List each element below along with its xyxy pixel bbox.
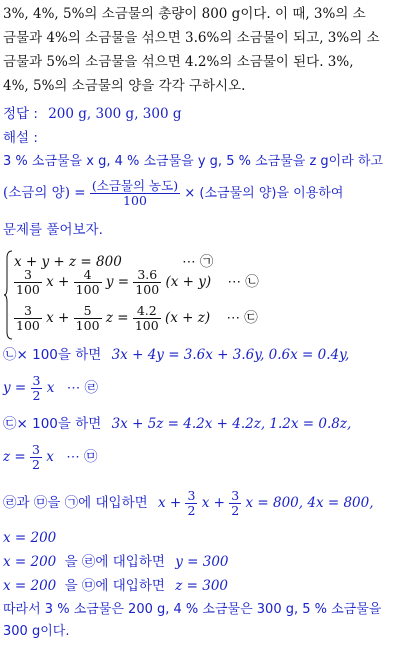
- eq2-frac2-num: 4: [74, 268, 102, 283]
- step-2-result: [3, 440, 397, 474]
- step-3-f2-num: 3: [231, 488, 240, 503]
- answer-label: 정답 :: [3, 106, 38, 122]
- step-1-res-den: 2: [32, 388, 41, 403]
- equation-2-tag: ⋯ ㉡: [227, 274, 259, 290]
- step-3-f1-den: 2: [187, 503, 196, 518]
- equation-1-tag: ⋯ ㉠: [182, 254, 214, 270]
- step-2-tag: ⋯ ㉤: [66, 449, 98, 465]
- eq3-frac1-num: 3: [14, 304, 42, 319]
- explanation-label: 해설 :: [3, 130, 38, 146]
- eq3-tail: (x + z): [165, 310, 211, 326]
- step-2-res-pre: z =: [3, 449, 26, 465]
- equation-3: [14, 304, 258, 333]
- eq2-frac3-den: 100: [135, 282, 160, 297]
- step-3-line: [3, 486, 397, 520]
- conclusion-line-1: 따라서 3 % 소금물은 200 g, 4 % 소금물은 300 g, 5 % 소금물을: [3, 602, 382, 617]
- eq2-frac1-den: 100: [16, 282, 40, 297]
- eq2-frac3-num: 3.6: [133, 268, 161, 283]
- formula-end: 문제를 풀어보자.: [3, 222, 103, 238]
- step-3-text: ㉣과 ㉤을 ㉠에 대입하면: [3, 495, 148, 511]
- substitution-1: [3, 552, 397, 572]
- step-3-post: x = 800, 4x = 800,: [245, 495, 374, 511]
- equation-3-tag: ⋯ ㉢: [226, 310, 258, 326]
- step-1-res-pre: y =: [3, 380, 27, 396]
- step-1-tag: ⋯ ㉣: [66, 380, 98, 396]
- result-x: [3, 528, 397, 548]
- step-3-f2-den: 2: [231, 503, 240, 518]
- eq2-frac1-num: 3: [14, 268, 42, 283]
- problem-line-4: 4%, 5%의 소금물의 양을 각각 구하시오.: [3, 78, 246, 94]
- problem-line-1: 3%, 4%, 5%의 소금물의 총량이 800 g이다. 이 때, 3%의 소: [3, 6, 366, 22]
- conclusion-line-2: 300 g이다.: [3, 624, 70, 639]
- eq3-mid: x +: [46, 310, 70, 326]
- equation-1: [14, 250, 213, 270]
- step-2-res-post: x: [46, 449, 54, 465]
- eq3-frac1-den: 100: [16, 318, 40, 333]
- answer-line: [3, 104, 397, 124]
- formula-fraction: [90, 179, 180, 208]
- eq3-frac2-num: 5: [74, 304, 102, 319]
- equation-1-body: x + y + z = 800: [14, 254, 122, 270]
- formula-denominator: 100: [123, 193, 147, 208]
- formula-line: [3, 176, 397, 211]
- eq2-mid: x +: [46, 274, 70, 290]
- eq2-eq: y =: [105, 274, 130, 290]
- problem-line-3: 금물과 5%의 소금물을 섞으면 4.2%의 소금물이 된다. 3%,: [3, 54, 354, 70]
- substitution-2: [3, 576, 397, 596]
- sub-1-math: x = 200: [3, 554, 57, 570]
- formula-right: × (소금물의 양)을 이용하여: [184, 186, 344, 201]
- step-1-line: [3, 345, 397, 365]
- step-1-res-post: x: [46, 380, 55, 396]
- step-3-mid: x +: [201, 495, 225, 511]
- system-brace-icon: [3, 250, 13, 340]
- problem-line-2: 금물과 4%의 소금물을 섞으면 3.6%의 소금물이 되고, 3%의 소: [3, 30, 380, 46]
- equation-2: [14, 268, 259, 297]
- step-2-line: [3, 414, 397, 434]
- answer-value: 200 g, 300 g, 300 g: [48, 106, 182, 122]
- step-2-res-den: 2: [32, 457, 40, 472]
- step-1-result: [3, 371, 397, 405]
- eq3-eq: z =: [105, 310, 129, 326]
- step-2-res-num: 3: [32, 442, 40, 457]
- sub-2-math: x = 200: [3, 578, 57, 594]
- step-3-f1-num: 3: [187, 488, 196, 503]
- sub-1-text: 을 ㉣에 대입하면: [64, 554, 165, 570]
- step-1-text: ㉡× 100을 하면: [3, 347, 102, 363]
- eq3-frac3-den: 100: [134, 318, 159, 333]
- step-3-pre: x +: [157, 495, 182, 511]
- step-1-res-num: 3: [32, 373, 41, 388]
- step-2-math: 3x + 5z = 4.2x + 4.2z, 1.2x = 0.8z,: [111, 416, 352, 432]
- eq3-frac2-den: 100: [75, 318, 100, 333]
- step-1-math: 3x + 4y = 3.6x + 3.6y, 0.6x = 0.4y,: [111, 347, 350, 363]
- result-x-math: x = 200: [3, 530, 57, 546]
- formula-left: (소금의 양) =: [3, 185, 86, 201]
- explanation-intro: 3 % 소금물을 x g, 4 % 소금물을 y g, 5 % 소금물을 z g이라 하고: [3, 154, 384, 169]
- sub-2-result: z = 300: [175, 578, 228, 594]
- eq2-frac2-den: 100: [75, 282, 100, 297]
- step-2-text: ㉢× 100을 하면: [3, 416, 102, 432]
- sub-1-result: y = 300: [175, 554, 229, 570]
- sub-2-text: 을 ㉤에 대입하면: [64, 578, 165, 594]
- formula-numerator: (소금물의 농도): [91, 178, 179, 193]
- eq2-tail: (x + y): [165, 274, 212, 290]
- eq3-frac3-num: 4.2: [133, 304, 161, 319]
